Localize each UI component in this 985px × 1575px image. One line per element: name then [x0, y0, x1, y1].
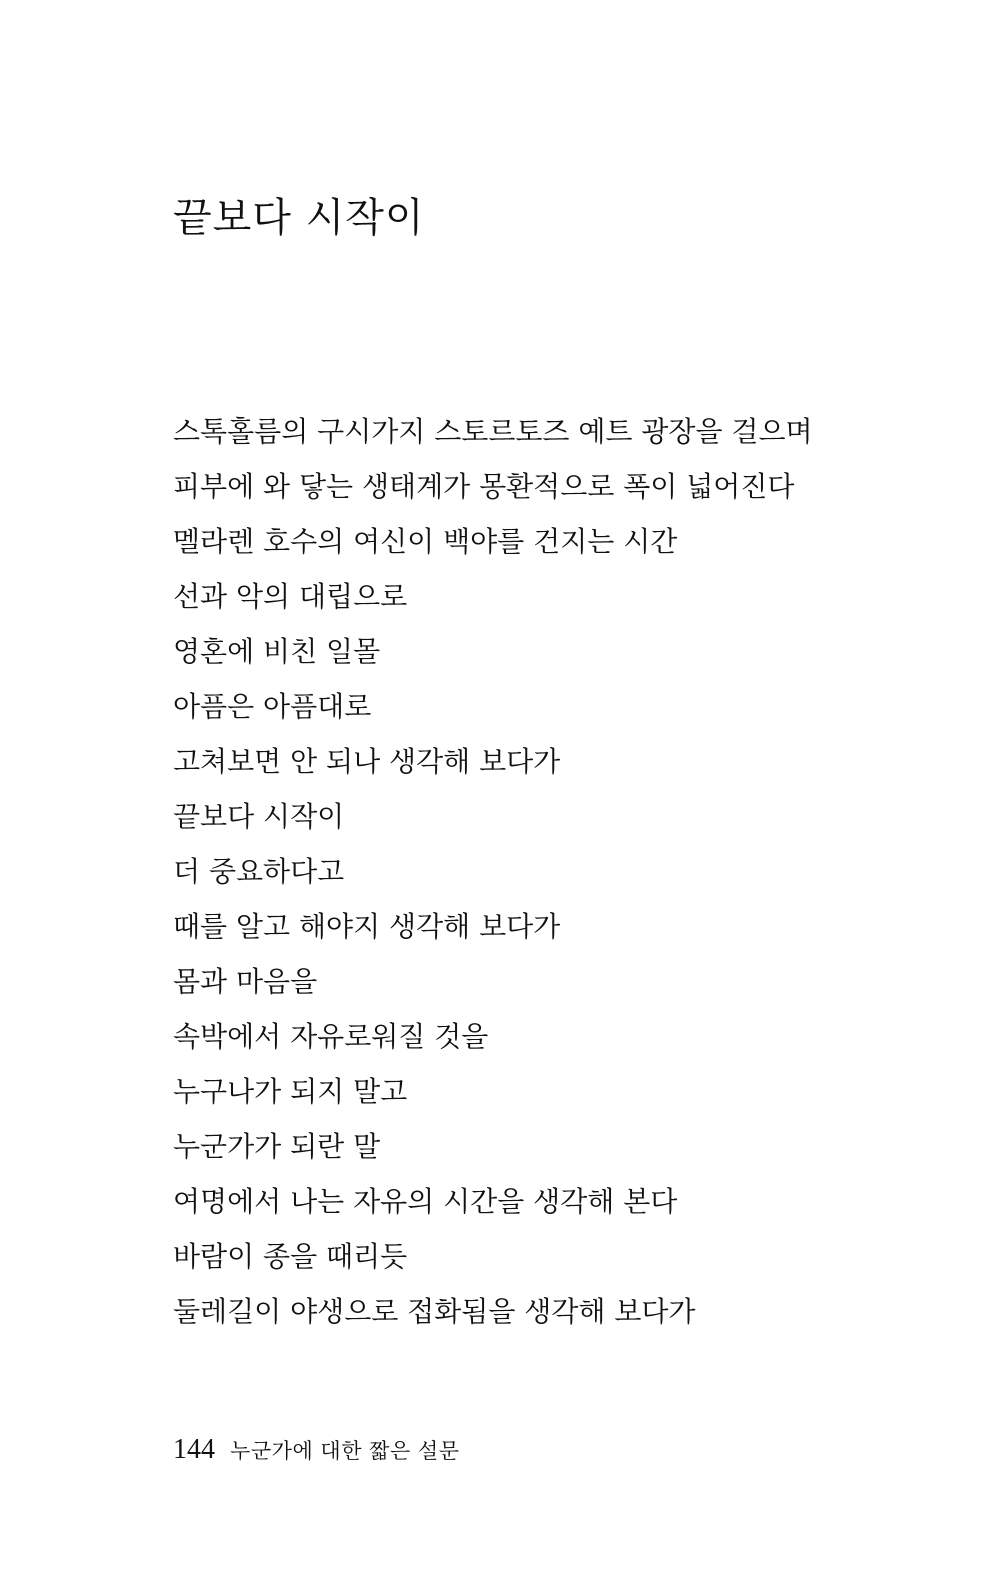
- poem-line: 여명에서 나는 자유의 시간을 생각해 본다: [173, 1185, 678, 1218]
- poem-line: 끝보다 시작이: [173, 800, 345, 833]
- poem-body: [173, 404, 813, 1339]
- poem-line: 몸과 마음을: [173, 965, 318, 998]
- poem-line: 피부에 와 닿는 생태계가 몽환적으로 폭이 넓어진다: [173, 470, 795, 503]
- poem-line: 선과 악의 대립으로: [173, 580, 408, 613]
- poem-line: 누구나가 되지 말고: [173, 1075, 408, 1108]
- poem-line: 둘레길이 야생으로 접화됨을 생각해 보다가: [173, 1295, 696, 1328]
- poem-line: 바람이 종을 때리듯: [173, 1240, 408, 1273]
- poem-line: 더 중요하다고: [173, 855, 345, 888]
- poem-title: 끝보다 시작이: [173, 195, 425, 241]
- poem-line: 아픔은 아픔대로: [173, 690, 372, 723]
- poem-line: 스톡홀름의 구시가지 스토르토즈 예트 광장을 걸으며: [173, 415, 813, 448]
- poem-line: 멜라렌 호수의 여신이 백야를 건지는 시간: [173, 525, 678, 558]
- running-title: 누군가에 대한 짧은 설문: [230, 1439, 460, 1463]
- poem-line: 영혼에 비친 일몰: [173, 635, 381, 668]
- page-number: 144: [173, 1434, 215, 1465]
- poem-line: 누군가가 되란 말: [173, 1130, 381, 1163]
- poem-line: 속박에서 자유로워질 것을: [173, 1020, 489, 1053]
- poem-line: 때를 알고 해야지 생각해 보다가: [173, 910, 561, 943]
- page-footer: [173, 1430, 459, 1470]
- poem-line: 고쳐보면 안 되나 생각해 보다가: [173, 745, 561, 778]
